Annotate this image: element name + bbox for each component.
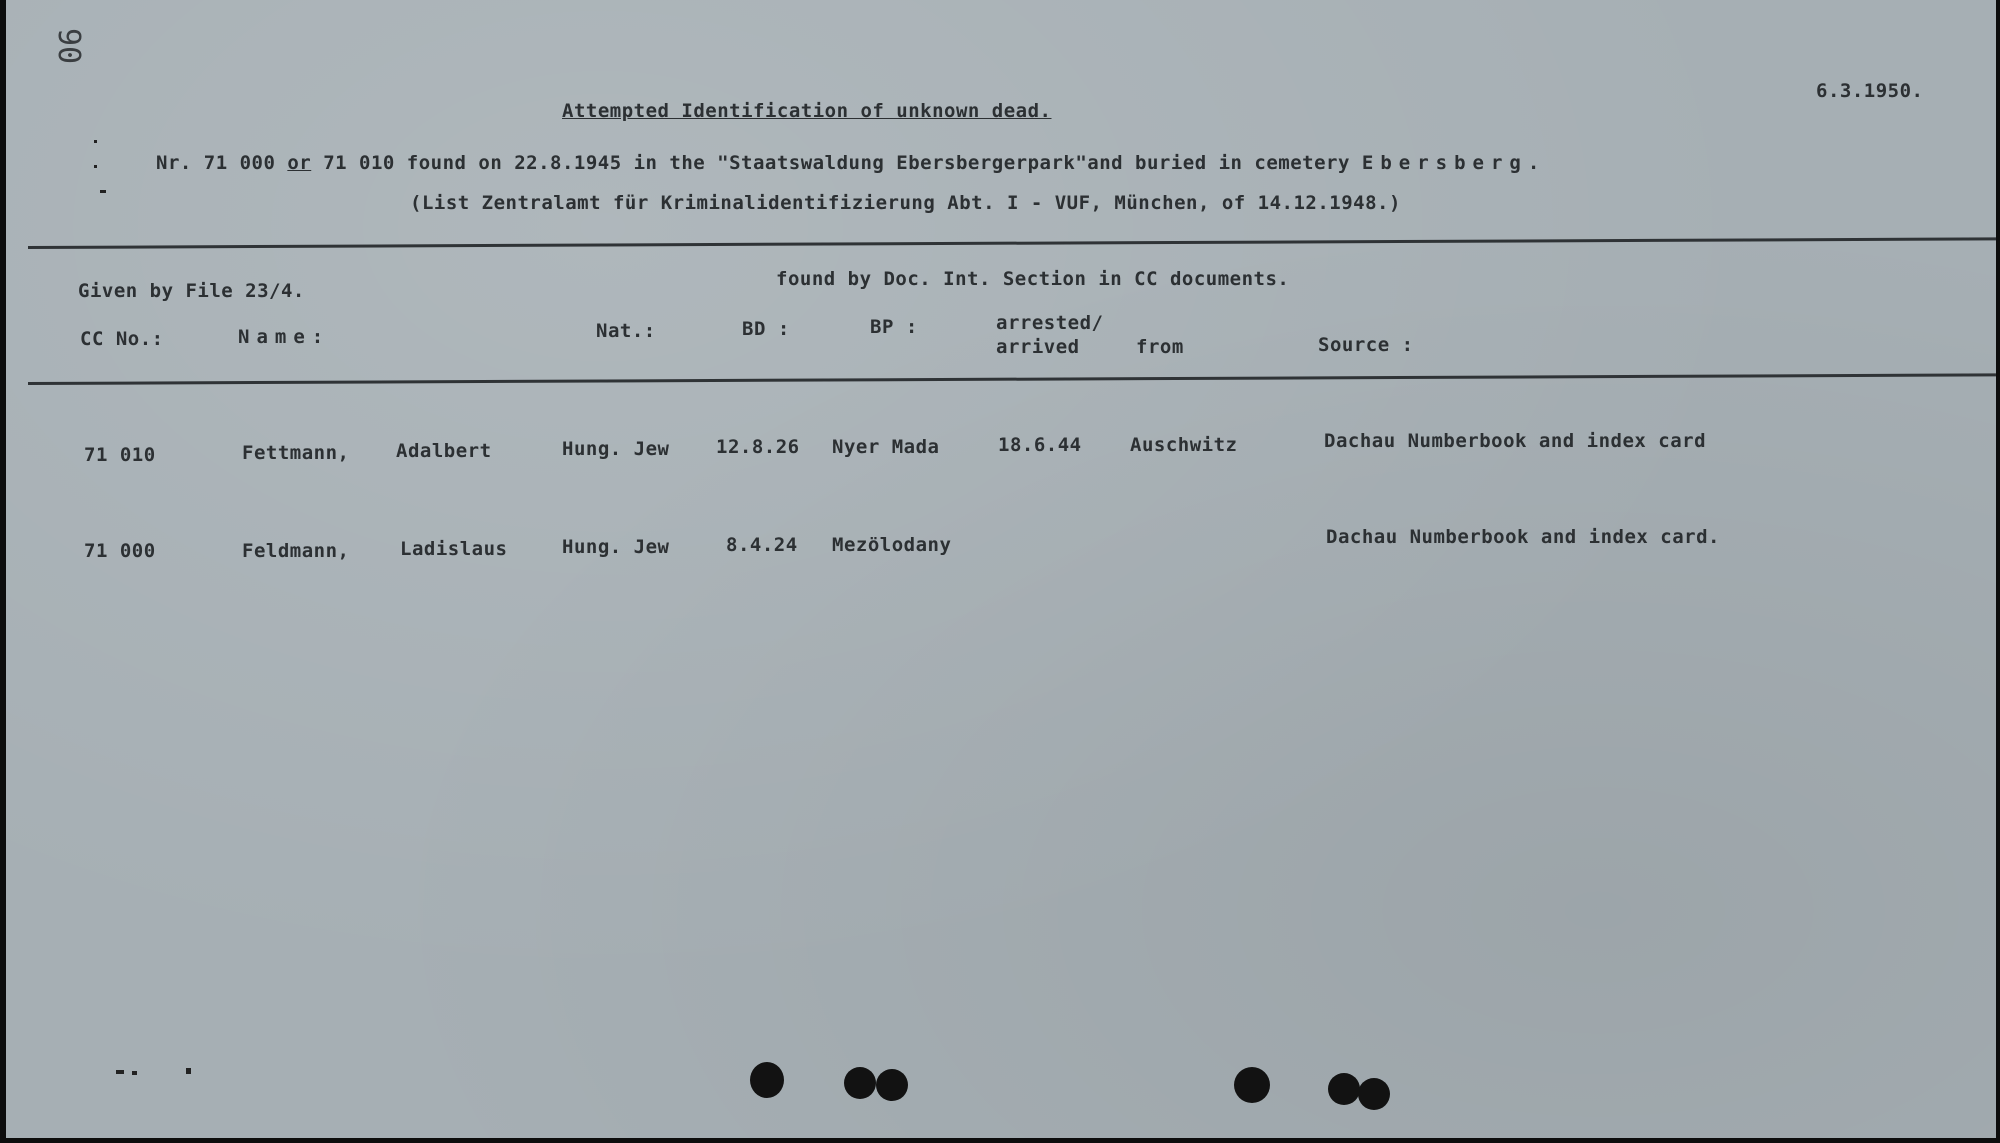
cell-cc-no: 71 000 — [84, 540, 156, 562]
cell-bp: Nyer Mada — [832, 436, 940, 458]
cell-surname: Fettmann, — [242, 442, 350, 464]
speck — [186, 1068, 191, 1074]
punch-hole — [844, 1067, 876, 1099]
found-description: 71 010 found on 22.8.1945 in the "Staatswaldung Ebersbergerpark"and buried in cemetery — [323, 152, 1350, 174]
cell-bd: 12.8.26 — [716, 436, 800, 458]
punch-hole — [750, 1062, 784, 1098]
cell-cc-no: 71 010 — [84, 444, 156, 466]
punch-hole — [1358, 1078, 1390, 1110]
header-line-1 — [156, 152, 1546, 174]
col-header-bp: BP : — [870, 316, 918, 338]
cell-surname: Feldmann, — [242, 540, 350, 562]
cell-from: Auschwitz — [1130, 434, 1238, 456]
margin-mark — [94, 165, 97, 168]
margin-mark — [100, 190, 106, 193]
cell-first-name: Adalbert — [396, 440, 492, 462]
punch-hole — [876, 1069, 908, 1101]
header-line-2: (List Zentralamt für Kriminalidentifizierung Abt. I - VUF, München, of 14.12.1948.) — [410, 192, 1401, 214]
document-title: Attempted Identification of unknown dead. — [562, 100, 1052, 122]
col-header-nat: Nat.: — [596, 320, 656, 342]
found-by-note: found by Doc. Int. Section in CC documents. — [776, 268, 1290, 290]
cell-nat: Hung. Jew — [562, 536, 670, 558]
cemetery-place: Ebersberg. — [1361, 152, 1547, 174]
or-word: or — [287, 152, 312, 174]
speck — [132, 1071, 137, 1075]
cell-bp: Mezölodany — [832, 534, 952, 556]
col-header-arrested-1: arrested/ — [996, 312, 1104, 334]
document-card — [6, 0, 1996, 1138]
top-rule — [28, 237, 1996, 249]
header-rule — [28, 373, 1996, 385]
numbers-prefix: Nr. 71 000 — [156, 152, 276, 174]
col-header-from: from — [1136, 336, 1184, 358]
punch-hole — [1234, 1067, 1270, 1103]
cell-first-name: Ladislaus — [400, 538, 508, 560]
col-header-cc-no: CC No.: — [80, 328, 164, 350]
given-by-file: Given by File 23/4. — [78, 280, 305, 302]
col-header-arrested-2: arrived — [996, 336, 1080, 358]
margin-mark — [94, 140, 97, 143]
cell-source: Dachau Numberbook and index card — [1324, 430, 1707, 452]
col-header-source: Source : — [1318, 334, 1414, 356]
cell-nat: Hung. Jew — [562, 438, 670, 460]
punch-hole — [1328, 1073, 1360, 1105]
cell-arrested: 18.6.44 — [998, 434, 1082, 456]
cell-bd: 8.4.24 — [726, 534, 798, 556]
document-date: 6.3.1950. — [1816, 80, 1924, 102]
edge-page-number: 90 — [51, 28, 86, 65]
col-header-bd: BD : — [742, 318, 790, 340]
cell-source: Dachau Numberbook and index card. — [1326, 526, 1720, 548]
col-header-name: Name: — [238, 326, 331, 348]
speck — [116, 1070, 124, 1074]
